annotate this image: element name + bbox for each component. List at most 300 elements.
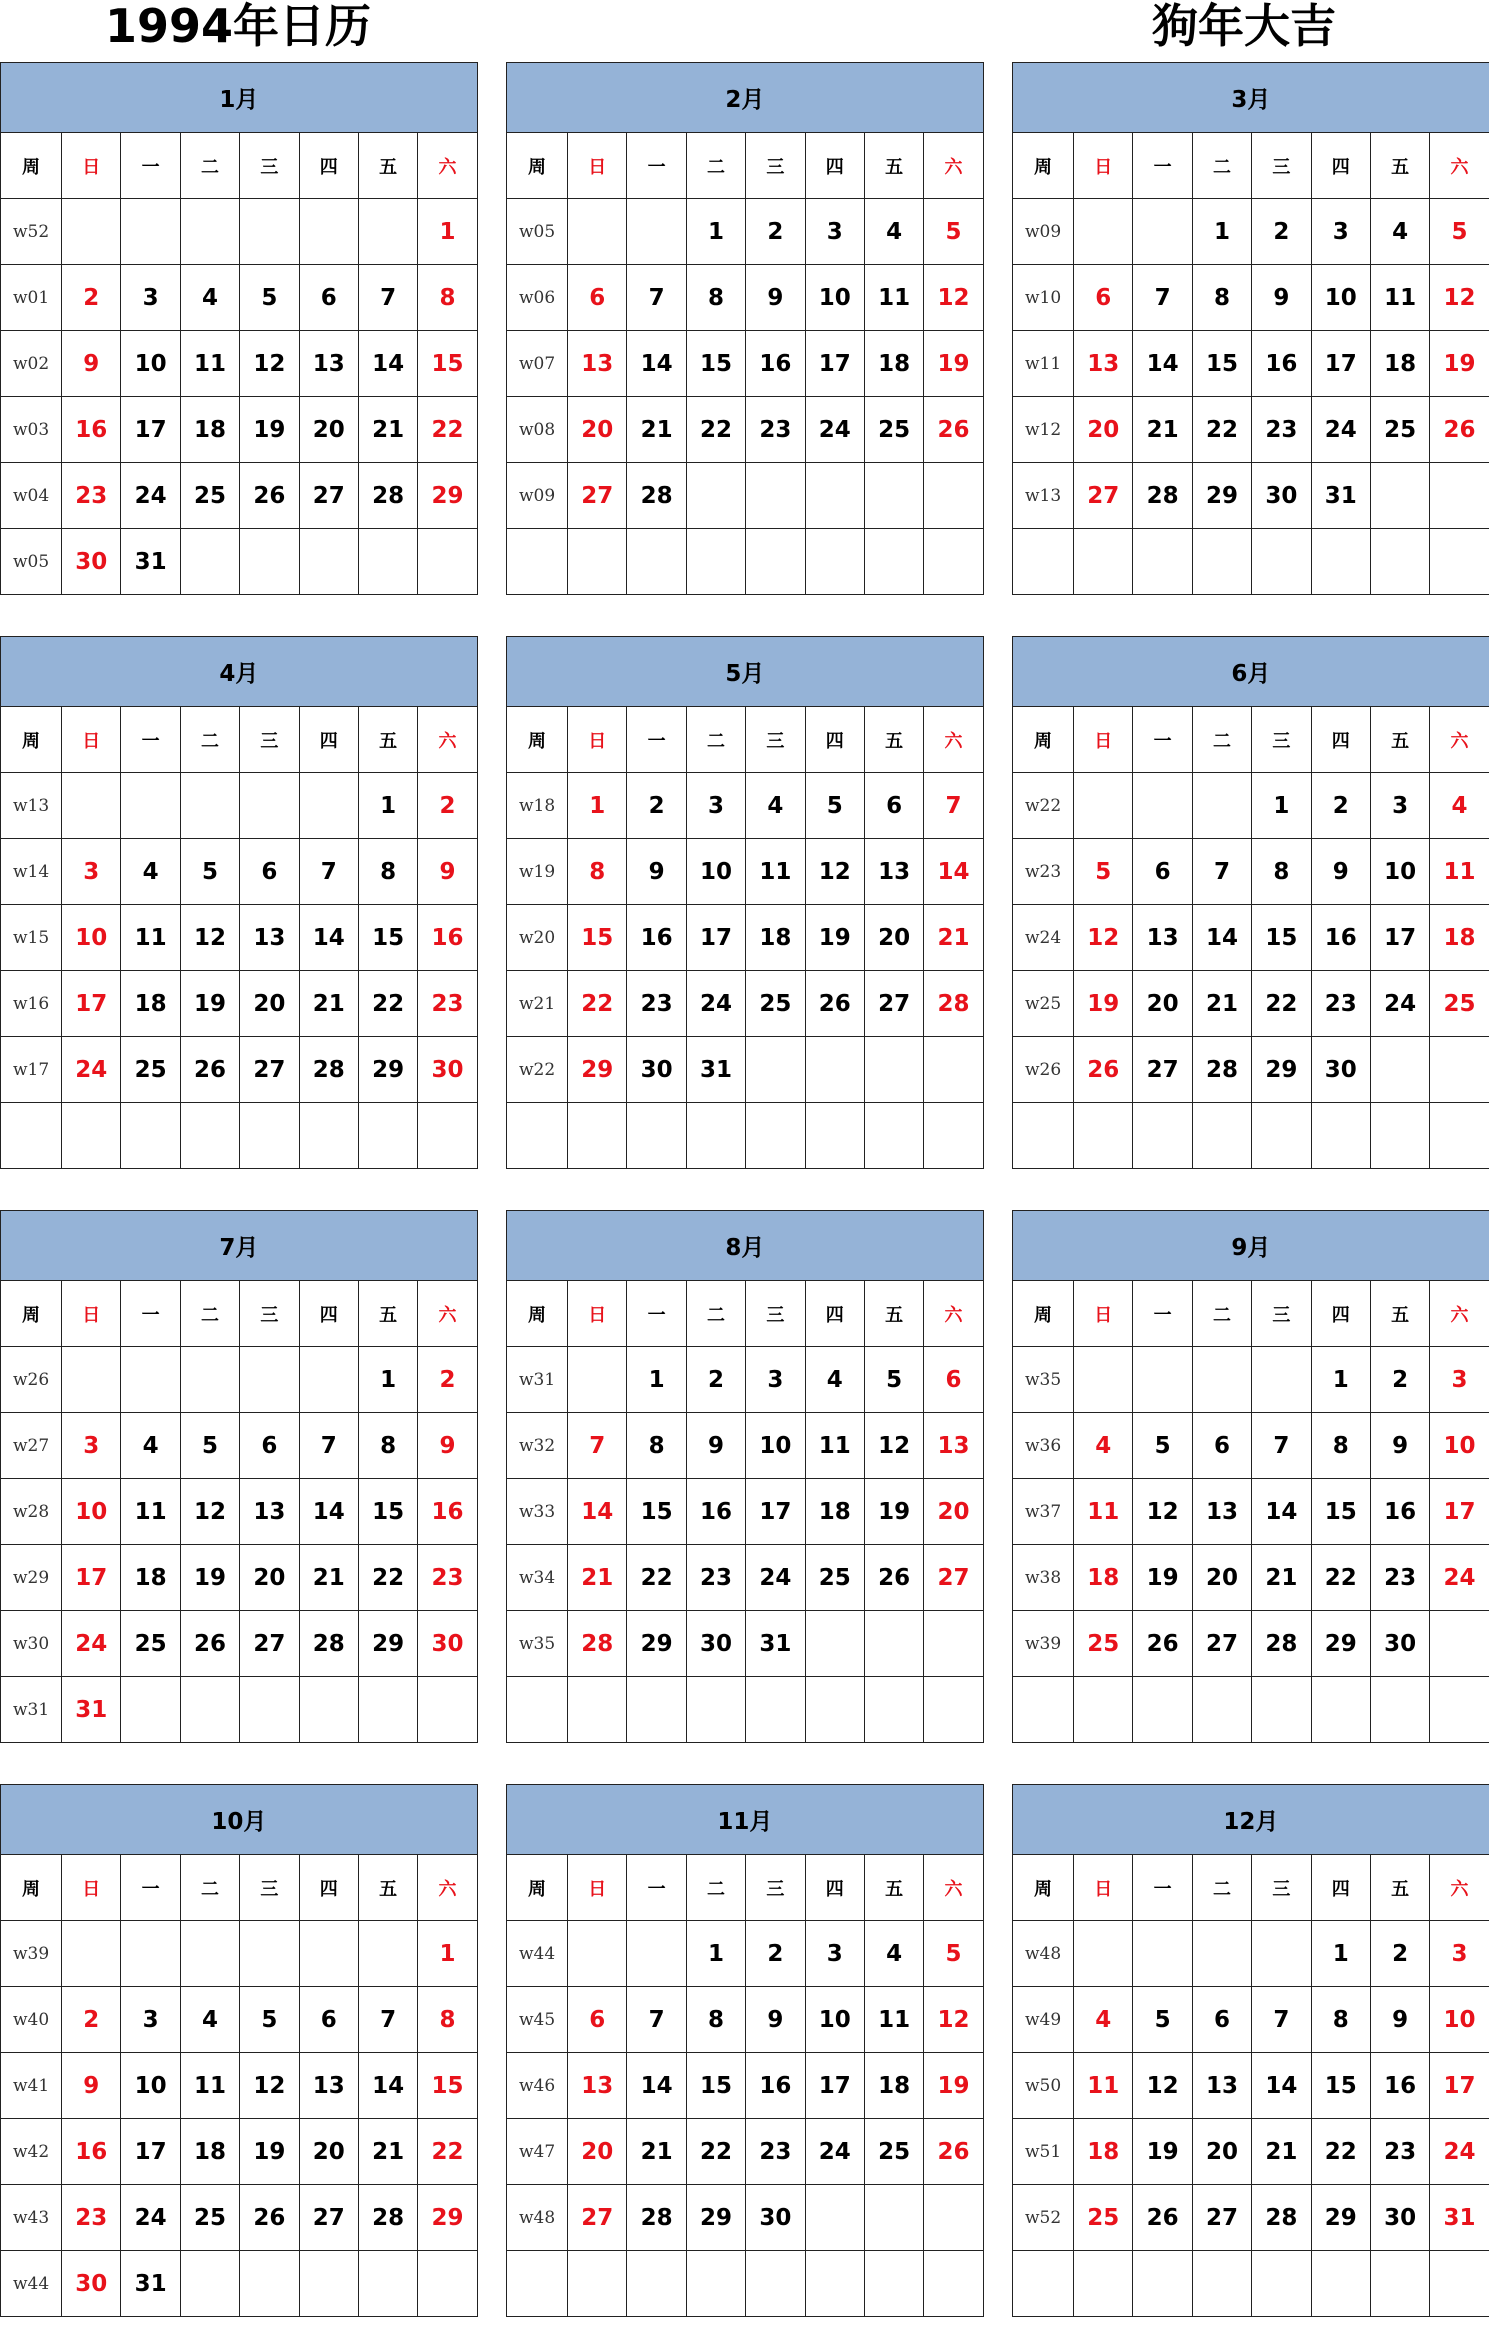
week-row — [1, 773, 478, 839]
day-cell: 9 — [1370, 1987, 1429, 2053]
day-cell: 26 — [180, 1037, 239, 1103]
week-row — [507, 1347, 984, 1413]
month-table — [0, 636, 478, 1169]
week-row — [1013, 1037, 1489, 1103]
weekday-header: 三 — [240, 1281, 299, 1347]
day-cell: 20 — [299, 2119, 358, 2185]
day-cell: 3 — [746, 1347, 805, 1413]
day-cell: 10 — [1430, 1413, 1489, 1479]
week-row — [507, 1677, 984, 1743]
day-cell: 26 — [180, 1611, 239, 1677]
day-cell — [1074, 1677, 1133, 1743]
day-cell: 6 — [299, 265, 358, 331]
day-cell: 2 — [62, 1987, 121, 2053]
day-cell: 15 — [1311, 1479, 1370, 1545]
week-row — [507, 1611, 984, 1677]
day-cell: 3 — [805, 199, 864, 265]
day-cell — [746, 1677, 805, 1743]
weekday-header: 六 — [1430, 707, 1489, 773]
day-cell — [864, 529, 923, 595]
day-cell: 1 — [418, 199, 477, 265]
day-cell: 17 — [121, 2119, 180, 2185]
day-cell: 31 — [121, 2251, 180, 2317]
day-cell: 25 — [180, 463, 239, 529]
week-row — [1013, 1545, 1489, 1611]
day-cell: 24 — [62, 1611, 121, 1677]
day-cell — [568, 529, 627, 595]
week-row — [1013, 971, 1489, 1037]
week-row — [1013, 199, 1489, 265]
day-cell — [864, 463, 923, 529]
day-cell: 4 — [121, 1413, 180, 1479]
day-cell: 31 — [686, 1037, 745, 1103]
day-cell — [746, 2251, 805, 2317]
day-cell: 8 — [1252, 839, 1311, 905]
weekday-header: 六 — [924, 1281, 983, 1347]
day-cell: 9 — [1311, 839, 1370, 905]
day-cell: 13 — [1192, 2053, 1251, 2119]
day-cell: 16 — [1311, 905, 1370, 971]
weekday-header: 六 — [418, 133, 477, 199]
day-cell — [180, 1103, 239, 1169]
week-number — [1, 1103, 62, 1169]
day-cell: 6 — [1192, 1987, 1251, 2053]
weekday-header: 五 — [864, 707, 923, 773]
week-number: w15 — [1, 905, 62, 971]
day-cell: 11 — [1074, 2053, 1133, 2119]
day-cell: 24 — [1430, 2119, 1489, 2185]
day-cell — [1133, 1677, 1192, 1743]
weekday-header: 三 — [1252, 707, 1311, 773]
day-cell — [805, 529, 864, 595]
month-table — [1012, 1210, 1489, 1743]
weekday-header: 六 — [924, 707, 983, 773]
weekday-header: 一 — [627, 707, 686, 773]
day-cell: 10 — [121, 331, 180, 397]
day-cell: 24 — [746, 1545, 805, 1611]
day-cell — [924, 2185, 983, 2251]
weekday-header: 三 — [240, 707, 299, 773]
day-cell — [805, 2251, 864, 2317]
day-cell: 7 — [299, 1413, 358, 1479]
day-cell — [121, 1103, 180, 1169]
day-cell — [240, 1677, 299, 1743]
day-cell: 29 — [1252, 1037, 1311, 1103]
day-cell: 9 — [418, 1413, 477, 1479]
day-cell: 30 — [62, 529, 121, 595]
day-cell: 10 — [1370, 839, 1429, 905]
day-cell — [1430, 1103, 1489, 1169]
week-number — [507, 1103, 568, 1169]
weekday-header: 一 — [121, 1855, 180, 1921]
day-cell — [1192, 529, 1251, 595]
week-row — [1013, 1347, 1489, 1413]
day-cell: 19 — [924, 331, 983, 397]
day-cell: 13 — [864, 839, 923, 905]
day-cell: 8 — [1192, 265, 1251, 331]
day-cell: 11 — [864, 265, 923, 331]
day-cell — [418, 2251, 477, 2317]
day-cell: 22 — [1311, 2119, 1370, 2185]
month-4 — [0, 636, 477, 1180]
day-cell — [358, 199, 417, 265]
day-cell: 17 — [746, 1479, 805, 1545]
month-title: 10月 — [1, 1785, 478, 1855]
day-cell: 5 — [864, 1347, 923, 1413]
week-number: w41 — [1, 2053, 62, 2119]
day-cell: 4 — [1074, 1987, 1133, 2053]
day-cell: 1 — [418, 1921, 477, 1987]
weekday-header: 二 — [1192, 1855, 1251, 1921]
day-cell: 24 — [121, 463, 180, 529]
day-cell — [1192, 773, 1251, 839]
day-cell: 12 — [1133, 1479, 1192, 1545]
day-cell: 4 — [180, 265, 239, 331]
weekday-header-row — [1, 1855, 478, 1921]
week-number: w35 — [1013, 1347, 1074, 1413]
weekday-header: 四 — [805, 1855, 864, 1921]
day-cell: 11 — [1430, 839, 1489, 905]
day-cell: 24 — [121, 2185, 180, 2251]
month-title: 9月 — [1013, 1211, 1489, 1281]
week-row — [507, 265, 984, 331]
day-cell: 15 — [1252, 905, 1311, 971]
day-cell: 16 — [627, 905, 686, 971]
week-row — [507, 529, 984, 595]
week-number: w37 — [1013, 1479, 1074, 1545]
weekday-header: 五 — [358, 1281, 417, 1347]
day-cell: 8 — [1311, 1413, 1370, 1479]
day-cell — [180, 2251, 239, 2317]
day-cell — [805, 1103, 864, 1169]
day-cell: 10 — [805, 1987, 864, 2053]
day-cell: 30 — [1252, 463, 1311, 529]
day-cell: 6 — [299, 1987, 358, 2053]
month-title: 4月 — [1, 637, 478, 707]
weekday-header: 一 — [121, 1281, 180, 1347]
day-cell: 5 — [240, 1987, 299, 2053]
week-row — [1, 265, 478, 331]
day-cell: 10 — [62, 1479, 121, 1545]
day-cell — [924, 463, 983, 529]
day-cell: 13 — [568, 331, 627, 397]
day-cell: 4 — [1074, 1413, 1133, 1479]
day-cell: 11 — [121, 905, 180, 971]
day-cell: 23 — [1252, 397, 1311, 463]
day-cell: 8 — [1311, 1987, 1370, 2053]
day-cell: 30 — [627, 1037, 686, 1103]
day-cell: 28 — [358, 463, 417, 529]
weekday-header: 五 — [358, 133, 417, 199]
day-cell: 29 — [1311, 2185, 1370, 2251]
week-row — [1013, 839, 1489, 905]
week-number: w24 — [1013, 905, 1074, 971]
day-cell: 9 — [418, 839, 477, 905]
day-cell: 19 — [864, 1479, 923, 1545]
day-cell: 2 — [746, 199, 805, 265]
weekday-header-row — [1, 707, 478, 773]
weekday-header: 日 — [1074, 707, 1133, 773]
day-cell: 11 — [864, 1987, 923, 2053]
week-row — [507, 1479, 984, 1545]
day-cell — [686, 463, 745, 529]
week-number: w09 — [507, 463, 568, 529]
day-cell: 27 — [299, 2185, 358, 2251]
day-cell: 17 — [62, 971, 121, 1037]
day-cell: 10 — [1311, 265, 1370, 331]
weekday-header: 周 — [507, 1281, 568, 1347]
weekday-header: 周 — [1, 707, 62, 773]
day-cell: 21 — [627, 397, 686, 463]
day-cell: 7 — [1133, 265, 1192, 331]
weekday-header: 六 — [418, 707, 477, 773]
month-table — [0, 1784, 478, 2317]
day-cell: 14 — [358, 331, 417, 397]
weekday-header: 二 — [180, 1281, 239, 1347]
day-cell: 17 — [62, 1545, 121, 1611]
day-cell: 15 — [686, 2053, 745, 2119]
day-cell — [121, 199, 180, 265]
month-8 — [506, 1210, 983, 1754]
month-10 — [0, 1784, 477, 2328]
day-cell — [1252, 1921, 1311, 1987]
week-number: w25 — [1013, 971, 1074, 1037]
day-cell: 4 — [180, 1987, 239, 2053]
weekday-header: 日 — [568, 1855, 627, 1921]
day-cell — [805, 1037, 864, 1103]
day-cell — [240, 1347, 299, 1413]
weekday-header: 四 — [299, 133, 358, 199]
weekday-header: 一 — [1133, 1855, 1192, 1921]
week-number: w22 — [1013, 773, 1074, 839]
week-number: w22 — [507, 1037, 568, 1103]
week-row — [507, 1103, 984, 1169]
week-row — [507, 905, 984, 971]
day-cell: 5 — [1133, 1987, 1192, 2053]
day-cell: 25 — [1074, 1611, 1133, 1677]
day-cell: 27 — [924, 1545, 983, 1611]
day-cell: 24 — [805, 2119, 864, 2185]
week-number: w33 — [507, 1479, 568, 1545]
day-cell — [1074, 199, 1133, 265]
day-cell: 14 — [1133, 331, 1192, 397]
day-cell — [1430, 2251, 1489, 2317]
week-number: w47 — [507, 2119, 568, 2185]
month-title: 5月 — [507, 637, 984, 707]
week-row — [507, 2185, 984, 2251]
week-row — [1013, 1103, 1489, 1169]
week-row — [1, 2185, 478, 2251]
day-cell: 16 — [1370, 2053, 1429, 2119]
day-cell: 26 — [240, 2185, 299, 2251]
day-cell: 1 — [358, 773, 417, 839]
day-cell: 9 — [746, 265, 805, 331]
day-cell: 5 — [180, 839, 239, 905]
day-cell: 19 — [1074, 971, 1133, 1037]
day-cell: 23 — [746, 2119, 805, 2185]
day-cell: 20 — [864, 905, 923, 971]
day-cell: 1 — [358, 1347, 417, 1413]
day-cell — [1133, 1921, 1192, 1987]
day-cell: 25 — [121, 1037, 180, 1103]
day-cell — [1133, 1103, 1192, 1169]
day-cell: 23 — [1311, 971, 1370, 1037]
week-number — [507, 529, 568, 595]
day-cell: 27 — [1074, 463, 1133, 529]
weekday-header: 四 — [1311, 133, 1370, 199]
day-cell: 2 — [1252, 199, 1311, 265]
day-cell — [924, 529, 983, 595]
day-cell: 12 — [240, 2053, 299, 2119]
day-cell: 15 — [358, 905, 417, 971]
week-number: w42 — [1, 2119, 62, 2185]
day-cell: 19 — [924, 2053, 983, 2119]
day-cell: 13 — [1074, 331, 1133, 397]
day-cell — [358, 1921, 417, 1987]
day-cell: 27 — [568, 463, 627, 529]
calendar-greeting: 狗年大吉 — [1152, 0, 1336, 53]
week-row — [1013, 331, 1489, 397]
day-cell: 3 — [686, 773, 745, 839]
week-number: w07 — [507, 331, 568, 397]
day-cell: 30 — [1370, 1611, 1429, 1677]
day-cell — [1192, 1677, 1251, 1743]
day-cell — [924, 1103, 983, 1169]
week-row — [1013, 1479, 1489, 1545]
weekday-header: 周 — [1013, 707, 1074, 773]
day-cell: 5 — [240, 265, 299, 331]
weekday-header: 一 — [627, 133, 686, 199]
week-number: w36 — [1013, 1413, 1074, 1479]
week-row — [1, 1987, 478, 2053]
day-cell: 13 — [1133, 905, 1192, 971]
month-table — [1012, 62, 1489, 595]
day-cell: 16 — [746, 2053, 805, 2119]
week-number: w20 — [507, 905, 568, 971]
weekday-header: 日 — [1074, 1855, 1133, 1921]
day-cell: 6 — [568, 265, 627, 331]
day-cell: 19 — [240, 2119, 299, 2185]
day-cell — [864, 2251, 923, 2317]
day-cell — [1430, 1611, 1489, 1677]
day-cell: 6 — [864, 773, 923, 839]
week-row — [507, 199, 984, 265]
day-cell: 12 — [240, 331, 299, 397]
day-cell: 3 — [121, 1987, 180, 2053]
day-cell — [1311, 2251, 1370, 2317]
day-cell: 9 — [627, 839, 686, 905]
week-number: w44 — [1, 2251, 62, 2317]
day-cell: 25 — [864, 2119, 923, 2185]
calendar-title: 1994年日历 — [105, 0, 372, 53]
week-number: w31 — [507, 1347, 568, 1413]
day-cell — [358, 529, 417, 595]
day-cell — [568, 2251, 627, 2317]
day-cell — [1074, 1347, 1133, 1413]
day-cell — [1370, 1037, 1429, 1103]
day-cell: 9 — [746, 1987, 805, 2053]
day-cell: 11 — [1074, 1479, 1133, 1545]
weekday-header: 一 — [121, 707, 180, 773]
day-cell: 13 — [299, 331, 358, 397]
day-cell — [1252, 1347, 1311, 1413]
day-cell: 7 — [299, 839, 358, 905]
day-cell: 4 — [121, 839, 180, 905]
day-cell: 2 — [746, 1921, 805, 1987]
weekday-header: 周 — [1013, 133, 1074, 199]
day-cell — [686, 1677, 745, 1743]
week-row — [1, 463, 478, 529]
day-cell: 22 — [627, 1545, 686, 1611]
week-row — [1013, 265, 1489, 331]
day-cell: 11 — [805, 1413, 864, 1479]
weekday-header: 三 — [1252, 1281, 1311, 1347]
week-number: w39 — [1013, 1611, 1074, 1677]
weekday-header-row — [1013, 707, 1489, 773]
day-cell: 5 — [1074, 839, 1133, 905]
day-cell: 28 — [1252, 1611, 1311, 1677]
day-cell: 19 — [240, 397, 299, 463]
day-cell — [864, 1103, 923, 1169]
week-row — [1013, 463, 1489, 529]
day-cell: 4 — [1430, 773, 1489, 839]
day-cell — [1074, 2251, 1133, 2317]
day-cell — [180, 529, 239, 595]
month-6 — [1012, 636, 1489, 1180]
day-cell — [299, 1347, 358, 1413]
day-cell: 3 — [62, 839, 121, 905]
day-cell: 6 — [240, 839, 299, 905]
week-number: w10 — [1013, 265, 1074, 331]
day-cell: 28 — [568, 1611, 627, 1677]
weekday-header: 日 — [1074, 1281, 1133, 1347]
day-cell: 4 — [864, 199, 923, 265]
weekday-header-row — [1013, 1855, 1489, 1921]
day-cell: 20 — [924, 1479, 983, 1545]
day-cell: 7 — [1252, 1413, 1311, 1479]
weekday-header: 二 — [1192, 1281, 1251, 1347]
month-table — [506, 1784, 984, 2317]
week-number — [1013, 2251, 1074, 2317]
day-cell: 15 — [358, 1479, 417, 1545]
day-cell: 31 — [1311, 463, 1370, 529]
day-cell: 8 — [568, 839, 627, 905]
week-number: w26 — [1013, 1037, 1074, 1103]
weekday-header: 四 — [805, 133, 864, 199]
week-number: w35 — [507, 1611, 568, 1677]
day-cell — [180, 773, 239, 839]
day-cell: 31 — [746, 1611, 805, 1677]
weekday-header: 三 — [1252, 1855, 1311, 1921]
weekday-header: 一 — [627, 1281, 686, 1347]
weekday-header: 五 — [864, 1281, 923, 1347]
day-cell — [805, 463, 864, 529]
day-cell: 16 — [62, 2119, 121, 2185]
weekday-header: 一 — [627, 1855, 686, 1921]
day-cell: 29 — [358, 1611, 417, 1677]
day-cell: 10 — [746, 1413, 805, 1479]
weekday-header: 二 — [686, 1855, 745, 1921]
week-row — [1013, 1413, 1489, 1479]
day-cell: 9 — [686, 1413, 745, 1479]
day-cell: 23 — [1370, 1545, 1429, 1611]
weekday-header: 周 — [1013, 1855, 1074, 1921]
day-cell: 20 — [1192, 2119, 1251, 2185]
month-table — [1012, 636, 1489, 1169]
weekday-header: 六 — [1430, 1281, 1489, 1347]
day-cell: 29 — [627, 1611, 686, 1677]
day-cell: 22 — [358, 971, 417, 1037]
